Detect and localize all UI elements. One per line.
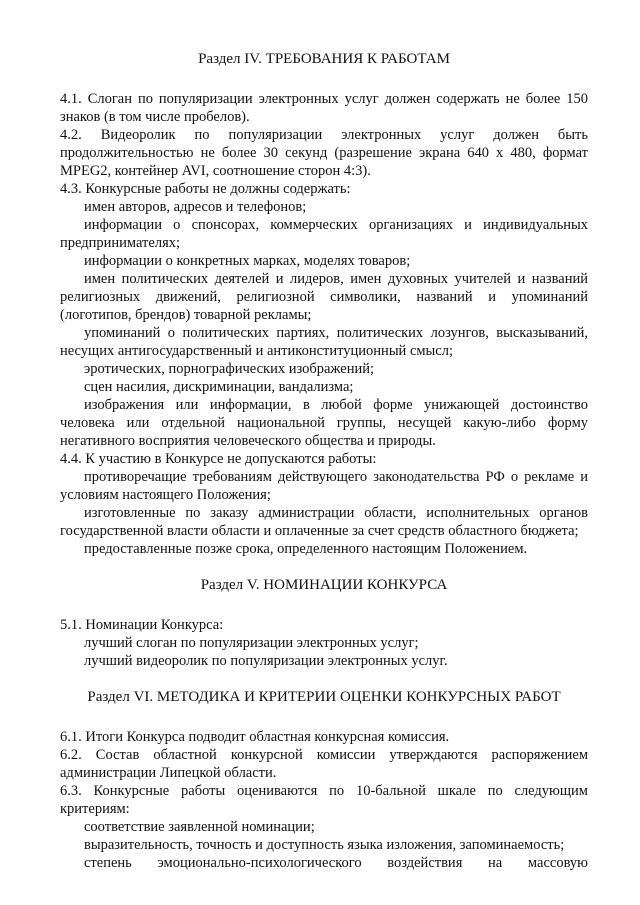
list-item: информации о конкретных марках, моделях товаров; — [84, 253, 411, 269]
section-heading: Раздел VI. МЕТОДИКА И КРИТЕРИИ ОЦЕНКИ КОНКУРСНЫХ РАБОТ — [87, 689, 561, 705]
list-item: имен авторов, адресов и телефонов; — [84, 199, 307, 215]
paragraph: 4.3. Конкурсные работы не должны содержать: — [60, 181, 351, 197]
paragraph: 6.3. Конкурсные работы оцениваются по 10-бальной шкале по следующим критериям: — [60, 783, 588, 817]
document-page — [60, 50, 588, 872]
paragraph: 4.1. Слоган по популяризации электронных услуг должен содержать не более 150 знаков (в том числе пробелов). — [60, 91, 588, 125]
paragraph: 4.4. К участию в Конкурсе не допускаются работы: — [60, 451, 377, 467]
list-item: информации о спонсорах, коммерческих организациях и индивидуальных предпринимателях; — [60, 217, 588, 251]
paragraph: 6.1. Итоги Конкурса подводит областная конкурсная комиссия. — [60, 729, 450, 745]
section-4 — [60, 50, 588, 558]
list-item: изображения или информации, в любой форме унижающей достоинство человека или отдельной национальной группы, несущей какую-либо форму негативного восприятия человеческого общества и природы. — [60, 397, 588, 449]
list-item: имен политических деятелей и лидеров, имен духовных учителей и названий религиозных движений, религиозной символики, названий и упоминаний (логотипов, брендов) товарной рекламы; — [60, 271, 588, 323]
section-6 — [60, 688, 588, 872]
section-heading: Раздел IV. ТРЕБОВАНИЯ К РАБОТАМ — [198, 51, 450, 67]
list-item: эротических, порнографических изображений; — [84, 361, 375, 377]
list-item: соответствие заявленной номинации; — [84, 819, 315, 835]
list-item: лучший слоган по популяризации электронных услуг; — [84, 635, 419, 651]
paragraph: 6.2. Состав областной конкурсной комиссии утверждаются распоряжением администрации Липецкой области. — [60, 747, 588, 781]
list-item: выразительность, точность и доступность языка изложения, запоминаемость; — [84, 837, 565, 853]
list-item: упоминаний о политических партиях, политических лозунгов, высказываний, несущих антигосударственный и антиконституционный смысл; — [60, 325, 588, 359]
section-heading: Раздел V. НОМИНАЦИИ КОНКУРСА — [200, 577, 448, 593]
list-item: предоставленные позже срока, определенного настоящим Положением. — [84, 541, 528, 557]
list-item: лучший видеоролик по популяризации электронных услуг. — [84, 653, 448, 669]
list-item: изготовленные по заказу администрации области, исполнительных органов государственной власти области и оплаченные за счет средств областного бюджета; — [60, 505, 588, 539]
section-5 — [60, 576, 588, 670]
list-item: противоречащие требованиям действующего законодательства РФ о рекламе и условиям настоящего Положения; — [60, 469, 588, 503]
list-item: сцен насилия, дискриминации, вандализма; — [84, 379, 354, 395]
paragraph: 5.1. Номинации Конкурса: — [60, 617, 224, 633]
list-item: степень эмоционально-психологического воздействия на массовую — [84, 855, 588, 871]
paragraph: 4.2. Видеоролик по популяризации электронных услуг должен быть продолжительностью не более 30 секунд (разрешение экрана 640 х 480, формат MPEG2, контейнер AVI, соотношение сторон 4:3). — [60, 127, 588, 179]
